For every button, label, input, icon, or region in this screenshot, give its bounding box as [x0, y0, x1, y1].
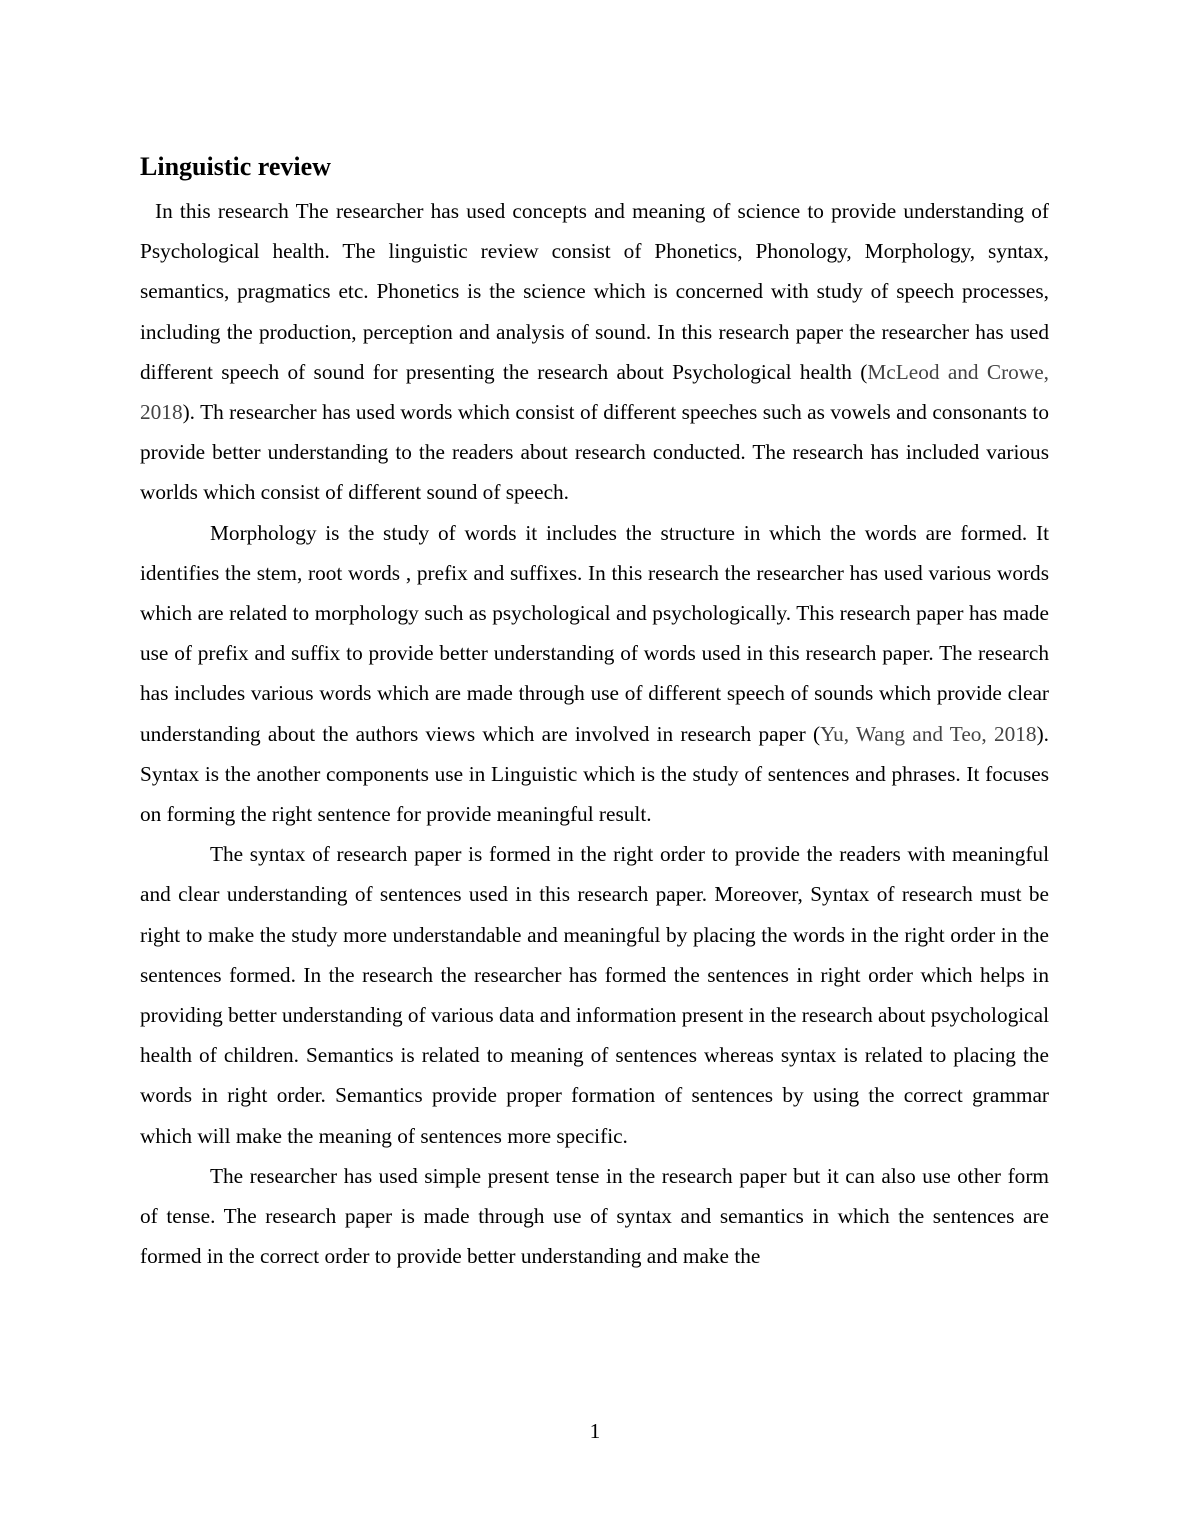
citation: Yu, Wang and Teo, 2018	[820, 721, 1037, 746]
paragraph-text: ). Th researcher has used words which consist of different speeches such as vowels and consonants to provide better understanding to the readers about research conducted. The research has included various worlds which consist of different sound of speech.	[140, 400, 1049, 505]
paragraph-tense: The researcher has used simple present tense in the research paper but it can also use other form of tense. The research paper is made through use of syntax and semantics in which the sentences are formed in the correct order to provide better understanding and make the	[140, 1163, 1049, 1269]
paragraph-phonetics	[140, 191, 1049, 513]
paragraph-text: ). Syntax is the another components use in Linguistic which is the study of sentences and phrases. It focuses on forming the right sentence for provide meaningful result.	[140, 721, 1049, 827]
section-heading: Linguistic review	[140, 152, 331, 181]
paragraph-text: In this research The researcher has used concepts and meaning of science to provide understanding of Psychological health. The linguistic review consist of Phonetics, Phonology, Morphology, syntax, semantics, pragmatics etc. Phonetics is the science which is concerned with study of speech processes, including the production, perception and analysis of sound. In this research paper the researcher has used different speech of sound for presenting the research about Psychological health (	[140, 199, 1049, 384]
document-body	[140, 147, 1049, 1276]
citation: McLeod and Crowe, 2018	[140, 359, 1049, 425]
paragraph-morphology	[140, 513, 1049, 835]
paragraph-text: Morphology is the study of words it includes the structure in which the words are formed. It identifies the stem, root words , prefix and suffixes. In this research the researcher has used various words which are related to morphology such as psychological and psychologically. This research paper has made use of prefix and suffix to provide better understanding of words used in this research paper. The research has includes various words which are made through use of different speech of sounds which provide clear understanding about the authors views which are involved in research paper (	[140, 520, 1049, 746]
page-number: 1	[589, 1419, 601, 1443]
paragraph-syntax: The syntax of research paper is formed in the right order to provide the readers with meaningful and clear understanding of sentences used in this research paper. Moreover, Syntax of research must be right to make the study more understandable and meaningful by placing the words in the right order in the sentences formed. In the research the researcher has formed the sentences in right order which helps in providing better understanding of various data and information present in the research about psychological health of children. Semantics is related to meaning of sentences whereas syntax is related to placing the words in right order. Semantics provide proper formation of sentences by using the correct grammar which will make the meaning of sentences more specific.	[140, 842, 1049, 1148]
